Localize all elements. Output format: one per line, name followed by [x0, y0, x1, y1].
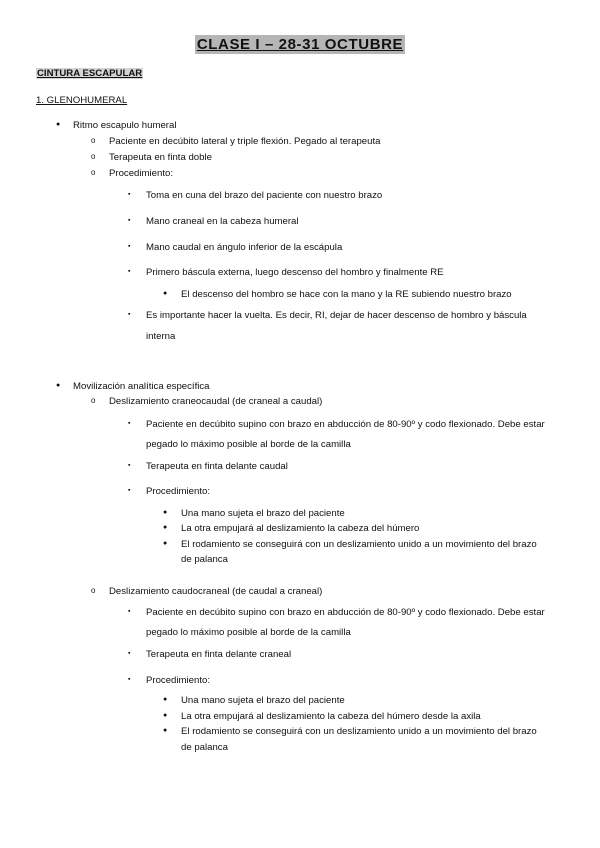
list-item: Terapeuta en finta doble: [109, 152, 212, 163]
bullet-filled-icon: ●: [163, 290, 168, 297]
subsection-heading: 1. GLENOHUMERAL: [36, 95, 128, 106]
bullet-hollow-icon: o: [91, 152, 96, 161]
bullet-filled-icon: ●: [163, 712, 168, 719]
bullet-square-icon: ▪: [128, 608, 131, 615]
list-item-continuation: interna: [146, 331, 176, 342]
list-item-continuation: de palanca: [181, 742, 228, 753]
bullet-filled-icon: ●: [163, 509, 168, 516]
list-item-continuation: pegado lo máximo posible al borde de la camilla: [146, 439, 351, 450]
list-item: Procedimiento:: [146, 675, 210, 686]
section-heading: CINTURA ESCAPULAR: [37, 68, 143, 79]
bullet-square-icon: ▪: [128, 243, 131, 250]
bullet-square-icon: ▪: [128, 420, 131, 427]
list-item: Movilización analítica específica: [73, 381, 210, 392]
list-item: El rodamiento se conseguirá con un deslizamiento unido a un movimiento del brazo: [181, 726, 537, 737]
bullet-square-icon: ▪: [128, 217, 131, 224]
bullet-square-icon: ▪: [128, 650, 131, 657]
list-item-continuation: pegado lo máximo posible al borde de la camilla: [146, 627, 351, 638]
list-item: Paciente en decúbito lateral y triple flexión. Pegado al terapeuta: [109, 136, 381, 147]
list-item: Terapeuta en finta delante craneal: [146, 649, 292, 660]
bullet-square-icon: ▪: [128, 676, 131, 683]
bullet-hollow-icon: o: [91, 136, 96, 145]
list-item: Primero báscula externa, luego descenso del hombro y finalmente RE: [146, 267, 444, 278]
list-item-continuation: de palanca: [181, 554, 228, 565]
list-item: Es importante hacer la vuelta. Es decir, RI, dejar de hacer descenso de hombro y báscula: [146, 310, 527, 321]
list-item: El descenso del hombro se hace con la mano y la RE subiendo nuestro brazo: [181, 289, 512, 300]
bullet-square-icon: ▪: [128, 311, 131, 318]
list-item: Mano caudal en ángulo inferior de la escápula: [146, 242, 343, 253]
list-item: El rodamiento se conseguirá con un deslizamiento unido a un movimiento del brazo: [181, 539, 537, 550]
list-item: La otra empujará al deslizamiento la cabeza del húmero: [181, 523, 420, 534]
bullet-square-icon: ▪: [128, 487, 131, 494]
list-item: Terapeuta en finta delante caudal: [146, 461, 288, 472]
list-item: La otra empujará al deslizamiento la cabeza del húmero desde la axila: [181, 711, 481, 722]
bullet-hollow-icon: o: [91, 168, 96, 177]
document-title: CLASE I – 28-31 OCTUBRE: [196, 36, 404, 53]
list-item: Deslizamiento caudocraneal (de caudal a craneal): [109, 586, 323, 597]
list-item: Procedimiento:: [109, 168, 173, 179]
list-item: Paciente en decúbito supino con brazo en abducción de 80-90º y codo flexionado. Debe estar: [146, 419, 545, 430]
list-item: Deslizamiento craneocaudal (de craneal a caudal): [109, 396, 323, 407]
list-item: Mano craneal en la cabeza humeral: [146, 216, 299, 227]
bullet-square-icon: ▪: [128, 191, 131, 198]
bullet-filled-icon: ●: [163, 524, 168, 531]
bullet-square-icon: ▪: [128, 268, 131, 275]
list-item: Toma en cuna del brazo del paciente con nuestro brazo: [146, 190, 383, 201]
bullet-filled-icon: ●: [163, 540, 168, 547]
bullet-filled-icon: ●: [56, 382, 61, 389]
list-item: Paciente en decúbito supino con brazo en abducción de 80-90º y codo flexionado. Debe estar: [146, 607, 545, 618]
bullet-filled-icon: ●: [56, 121, 61, 128]
bullet-filled-icon: ●: [163, 696, 168, 703]
list-item: Ritmo escapulo humeral: [73, 120, 177, 131]
bullet-filled-icon: ●: [163, 727, 168, 734]
bullet-hollow-icon: o: [91, 396, 96, 405]
list-item: Una mano sujeta el brazo del paciente: [181, 508, 345, 519]
bullet-square-icon: ▪: [128, 462, 131, 469]
list-item: Procedimiento:: [146, 486, 210, 497]
bullet-hollow-icon: o: [91, 586, 96, 595]
list-item: Una mano sujeta el brazo del paciente: [181, 695, 345, 706]
